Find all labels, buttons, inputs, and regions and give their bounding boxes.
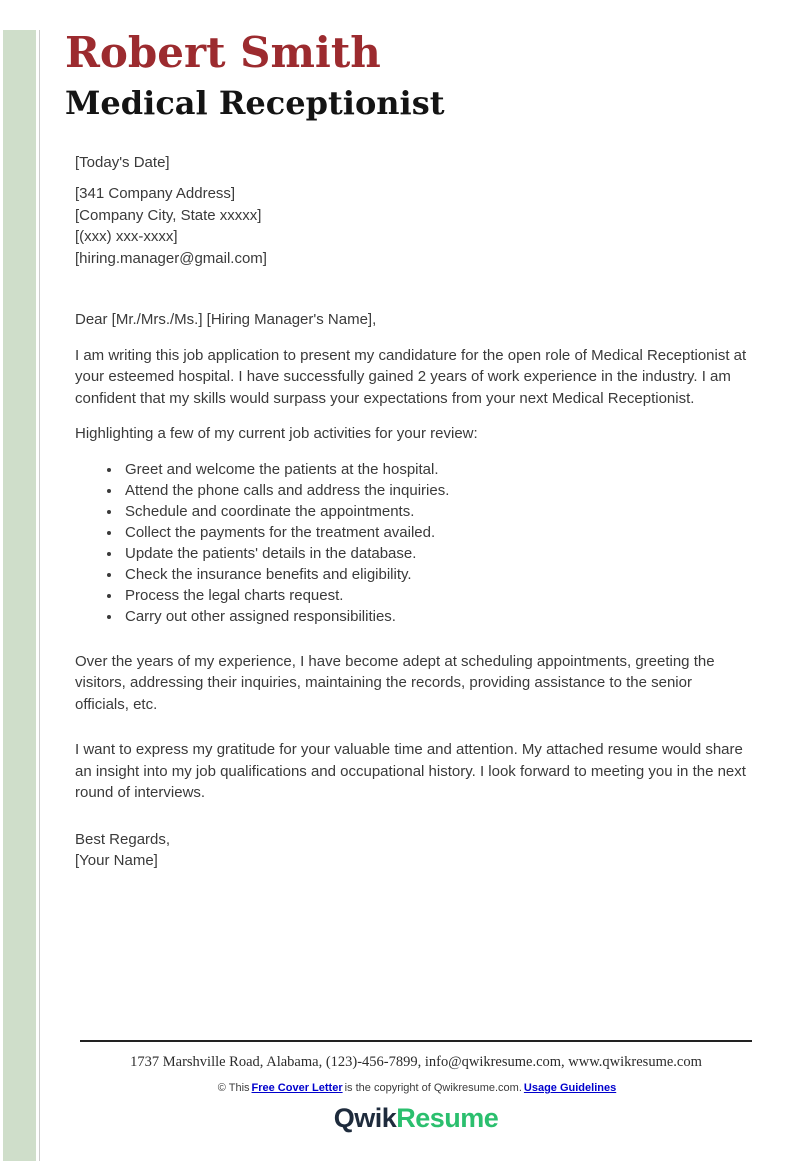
signature-placeholder: [Your Name] [75, 852, 158, 870]
duty-item: • Attend the phone calls and address the inquiries. [122, 480, 748, 501]
duty-item: • Update the patients' details in the database. [122, 543, 748, 564]
duty-item: • Collect the payments for the treatment availed. [122, 522, 748, 543]
footer-divider [80, 1040, 752, 1042]
usage-guidelines-link[interactable]: Usage Guidelines [523, 1082, 617, 1094]
logo-text-qwik: Qwik [333, 1103, 397, 1133]
left-accent-strip [3, 30, 36, 1161]
address-line: [hiring.manager@gmail.com] [75, 249, 267, 267]
left-strip-divider [39, 30, 40, 1161]
duty-item: • Check the insurance benefits and eligibility. [122, 564, 748, 585]
free-cover-letter-link[interactable]: Free Cover Letter [251, 1082, 343, 1094]
closing-line: Best Regards, [75, 830, 171, 848]
paragraph-experience: Over the years of my experience, I have become adept at scheduling appointments, greeting the visitors, addressing their inquiries, maintaining the records, providing assistance to the senior officials, etc. [75, 652, 715, 713]
footer-contact-line: 1737 Marshville Road, Alabama, (123)-456-7899, info@qwikresume.com, www.qwikresume.com [130, 1054, 702, 1070]
duties-list [75, 459, 748, 627]
qwikresume-logo [80, 1103, 752, 1134]
footer-copyright-line [80, 1082, 752, 1094]
letter-header [65, 30, 752, 122]
company-address-block [75, 183, 748, 269]
salutation: Dear [Mr./Mrs./Ms.] [Hiring Manager's Name], [75, 311, 377, 329]
copyright-middle: is the copyright of Qwikresume.com. [344, 1082, 522, 1094]
date-placeholder: [Today's Date] [75, 153, 170, 171]
paragraph-highlight: Highlighting a few of my current job activities for your review: [75, 425, 478, 443]
duty-item: • Schedule and coordinate the appointments. [122, 501, 748, 522]
page-footer [80, 1040, 752, 1134]
address-line: [(xxx) xxx-xxxx] [75, 228, 178, 246]
address-line: [341 Company Address] [75, 185, 236, 203]
duty-item: • Process the legal charts request. [122, 585, 748, 606]
applicant-job-title: Medical Receptionist [65, 84, 445, 123]
applicant-name: Robert Smith [65, 28, 381, 77]
duty-item: • Carry out other assigned responsibilities. [122, 606, 748, 627]
letter-body [75, 152, 748, 872]
copyright-prefix: © This [217, 1082, 250, 1094]
paragraph-gratitude: I want to express my gratitude for your valuable time and attention. My attached resume would share an insight into my job qualifications and occupational history. I look forward to meeting you in the next round of interviews. [75, 741, 746, 802]
address-line: [Company City, State xxxxx] [75, 206, 262, 224]
paragraph-intro: I am writing this job application to present my candidature for the open role of Medical Receptionist at your esteemed hospital. I have successfully gained 2 years of work experience in the industry. I am confident that my skills would surpass your expectations from your next Medical Receptionist. [75, 346, 747, 407]
logo-text-resume: Resume [396, 1103, 499, 1133]
duty-item: • Greet and welcome the patients at the hospital. [122, 459, 748, 480]
